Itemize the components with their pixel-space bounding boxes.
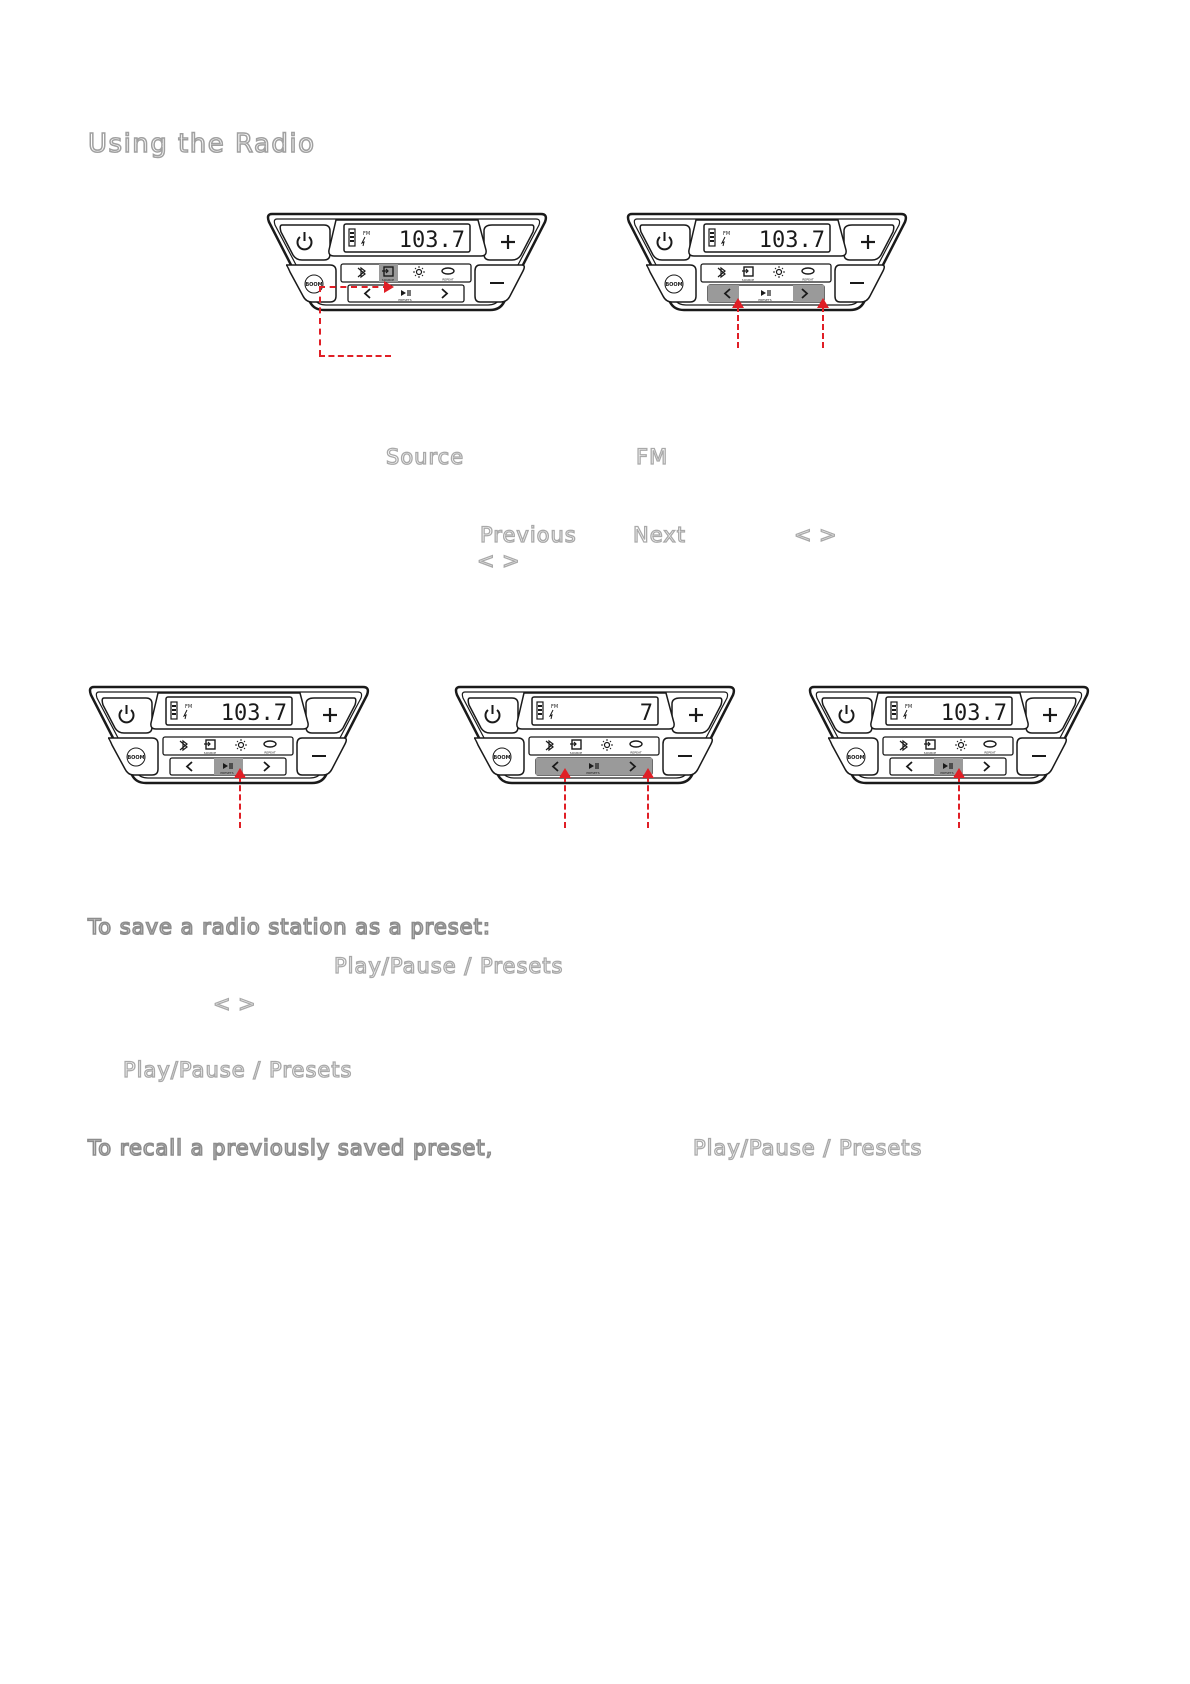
source-button-label: SOURCE	[923, 751, 937, 755]
presets-button-label: PRESETS	[586, 771, 600, 775]
band-indicator: FM	[905, 704, 913, 710]
panel-tune-step	[624, 210, 914, 318]
source-guide-line-down	[319, 286, 321, 356]
frequency-display: 103.7	[940, 701, 1007, 726]
frequency-display: 103.7	[220, 701, 287, 726]
source-label: Source	[386, 445, 465, 469]
save-lt: <	[213, 992, 232, 1016]
previous-label: Previous	[480, 523, 577, 547]
frequency-display: 103.7	[398, 228, 465, 253]
panel-preset-select-step	[452, 683, 742, 791]
band-indicator: FM	[723, 231, 731, 237]
presets-button-label: PRESETS	[940, 771, 954, 775]
gt-symbol: >	[819, 523, 838, 547]
recall-play-presets: Play/Pause / Presets	[693, 1136, 923, 1160]
presets-button-label: PRESETS	[220, 771, 234, 775]
source-button-label: SOURCE	[569, 751, 583, 755]
radio-panel	[624, 210, 914, 314]
save-play-presets-1: Play/Pause / Presets	[334, 954, 564, 978]
band-indicator: FM	[363, 231, 371, 237]
radio-panel	[452, 683, 742, 787]
frequency-display: 103.7	[758, 228, 825, 253]
radio-panel	[86, 683, 376, 787]
repeat-button-label: REPEAT	[264, 750, 276, 755]
source-guide-line-bottom	[319, 355, 391, 357]
source-button-label: SOURCE	[203, 751, 217, 755]
panel-play-step	[86, 683, 376, 791]
save-gt: >	[238, 992, 257, 1016]
play-guide	[239, 776, 241, 828]
band-indicator: FM	[551, 704, 559, 710]
fm-label: FM	[636, 445, 669, 469]
source-guide-line-top	[319, 286, 389, 288]
next-label: Next	[633, 523, 686, 547]
source-button-label: SOURCE	[381, 278, 395, 282]
radio-panel	[264, 210, 554, 314]
source-guide-arrowhead	[384, 281, 394, 293]
page-title: Using the Radio	[88, 129, 316, 159]
brand-logo: BOOM	[847, 755, 865, 761]
prev-guide	[737, 306, 739, 348]
preset-next-guide	[647, 776, 649, 828]
brand-logo: BOOM	[493, 755, 511, 761]
frequency-display: 7	[639, 701, 653, 726]
gt-symbol-2: >	[502, 549, 521, 573]
lt-symbol-2: <	[477, 549, 496, 573]
presets-button-label: PRESETS	[398, 298, 412, 302]
radio-panel	[806, 683, 1096, 787]
panel-confirm-step	[806, 683, 1096, 791]
save-play-presets-2: Play/Pause / Presets	[123, 1058, 353, 1082]
brand-logo: BOOM	[305, 282, 323, 288]
recall-heading: To recall a previously saved preset,	[88, 1136, 494, 1160]
repeat-button-label: REPEAT	[984, 750, 996, 755]
repeat-button-label: REPEAT	[802, 277, 814, 282]
panel-source-step	[264, 210, 554, 318]
band-indicator: FM	[185, 704, 193, 710]
repeat-button-label: REPEAT	[442, 277, 454, 282]
next-guide	[822, 306, 824, 348]
presets-button-label: PRESETS	[758, 298, 772, 302]
save-heading: To save a radio station as a preset:	[88, 915, 491, 939]
preset-prev-guide	[564, 776, 566, 828]
source-button-label: SOURCE	[741, 278, 755, 282]
brand-logo: BOOM	[127, 755, 145, 761]
repeat-button-label: REPEAT	[630, 750, 642, 755]
lt-symbol: <	[794, 523, 813, 547]
brand-logo: BOOM	[665, 282, 683, 288]
confirm-guide	[958, 776, 960, 828]
